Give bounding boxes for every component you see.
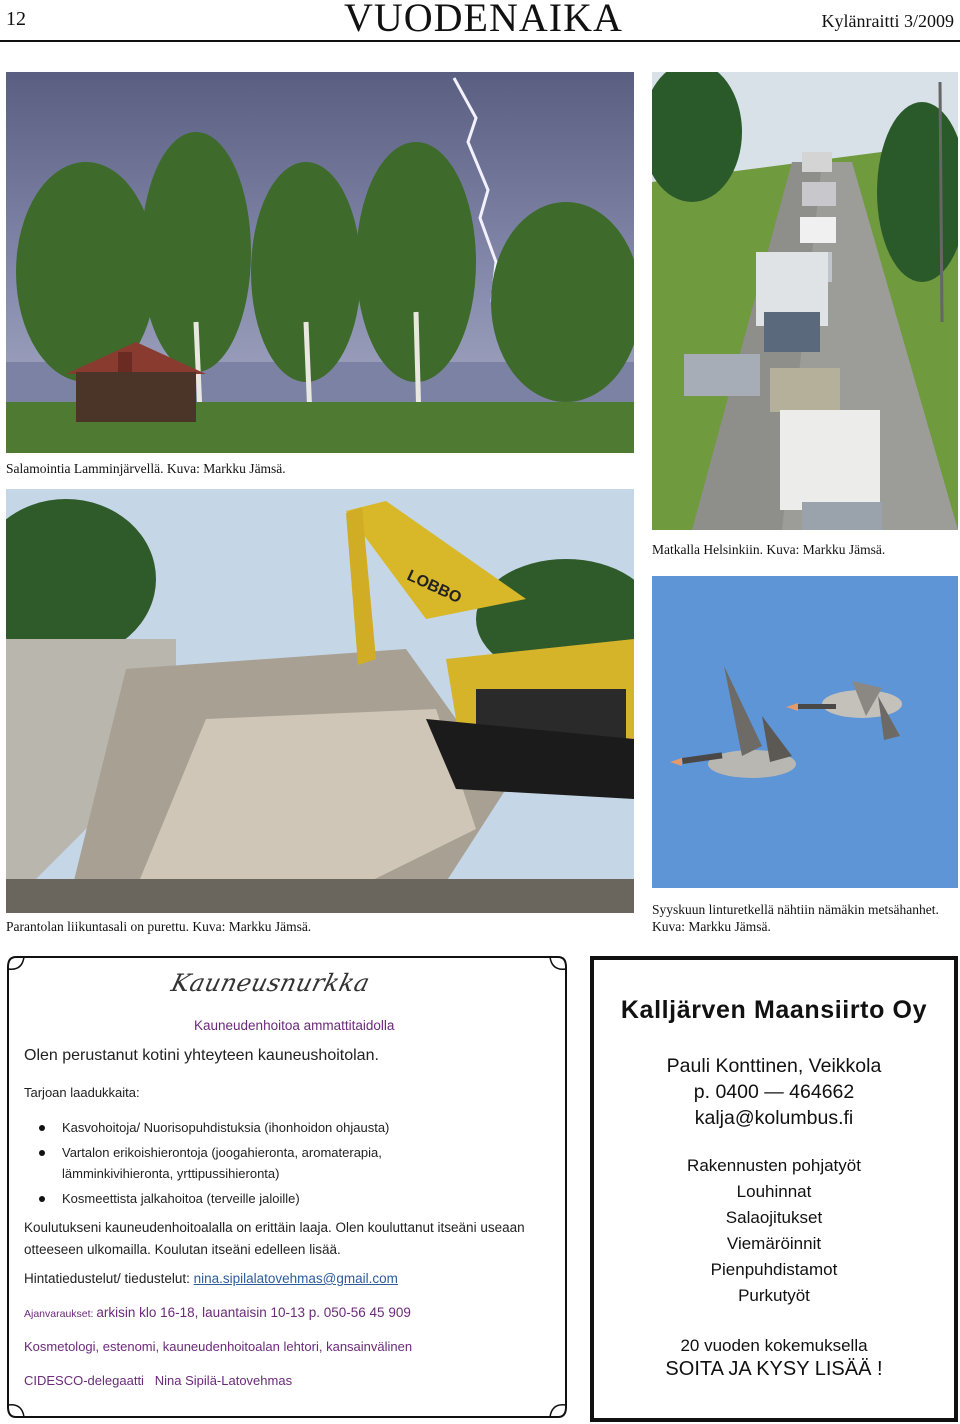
list-item: Salaojitukset (725, 1208, 823, 1227)
experience-text: 20 vuoden kokemuksella (680, 1336, 868, 1355)
ad-subtitle: Kauneudenhoitoa ammattitaidolla (194, 1018, 395, 1033)
call-to-action: SOITA JA KYSY LISÄÄ ! (665, 1358, 883, 1380)
section-title: VUODENAIKA (344, 0, 623, 40)
contact-block (594, 1053, 954, 1131)
list-item: Pienpuhdistamot (710, 1260, 838, 1279)
earthworks-service-list (594, 1153, 954, 1309)
contact-phone: p. 0400 — 464662 (693, 1081, 855, 1103)
inquiries-line (24, 1271, 398, 1286)
service-list (36, 1117, 556, 1213)
excavator-logo: LOBBO (404, 567, 464, 608)
credentials-line-2: CIDESCO-delegaatti Nina Sipilä-Latovehmas (24, 1373, 293, 1388)
list-item: Purkutyöt (738, 1286, 810, 1305)
appointments-line (24, 1305, 411, 1320)
list-item: Vartalon erikoishierontoja (joogahieronta, aromaterapia, lämminkivihieronta, yrttipussihieronta) (36, 1142, 442, 1184)
list-item: Rakennusten pohjatyöt (687, 1156, 861, 1175)
appointments-label: Ajanvaraukset: (24, 1308, 97, 1320)
list-item: Kosmeettista jalkahoitoa (terveille jaloille) (36, 1188, 556, 1209)
demolition-caption: Parantolan liikuntasali on purettu. Kuva: Markku Jämsä. (6, 919, 312, 934)
appointments-hours: arkisin klo 16-18, lauantaisin 10-13 p. 050-56 45 909 (96, 1305, 411, 1320)
list-item: Viemäröinnit (726, 1234, 822, 1253)
geese-caption-line1: Syyskuun linturetkellä nähtiin nämäkin metsähanhet. (652, 902, 939, 917)
issue-label: Kylänraitti 3/2009 (821, 11, 954, 31)
traffic-photo (652, 72, 958, 530)
traffic-caption: Matkalla Helsinkiin. Kuva: Markku Jämsä. (652, 542, 886, 557)
ad-script-title: Kauneusnurkka (168, 969, 373, 997)
list-item: Louhinnat (736, 1182, 812, 1201)
page-number: 12 (6, 8, 26, 30)
header-divider (0, 40, 960, 42)
beauty-salon-ad (6, 955, 568, 1420)
company-name: Kalljärven Maansiirto Oy (620, 996, 928, 1024)
geese-photo (652, 576, 958, 888)
demolition-photo (6, 489, 634, 913)
lightning-photo (6, 72, 634, 453)
contact-name: Pauli Konttinen, Veikkola (666, 1055, 882, 1077)
email-link[interactable]: nina.sipilalatovehmas@gmail.com (193, 1271, 398, 1286)
inquiries-label: Hintatiedustelut/ tiedustelut: (24, 1271, 194, 1286)
credentials-line-1: Kosmetologi, estenomi, kauneudenhoitoalan lehtori, kansainvälinen (24, 1339, 413, 1354)
geese-caption-line2: Kuva: Markku Jämsä. (652, 919, 771, 934)
lightning-caption: Salamointia Lamminjärvellä. Kuva: Markku Jämsä. (6, 461, 286, 476)
contact-email: kalja@kolumbus.fi (694, 1107, 854, 1129)
education-text: Koulutukseni kauneudenhoitoalalla on erittäin laaja. Olen kouluttanut itseäni useaan otteeseen ulkomailla. Koulutan itseäni edelleen lisää. (24, 1220, 525, 1257)
offer-heading: Tarjoan laadukkaita: (24, 1085, 140, 1100)
ad-intro: Olen perustanut kotini yhteyteen kauneushoitolan. (24, 1047, 379, 1064)
list-item: Kasvohoitoja/ Nuorisopuhdistuksia (ihonhoidon ohjausta) (36, 1117, 556, 1138)
